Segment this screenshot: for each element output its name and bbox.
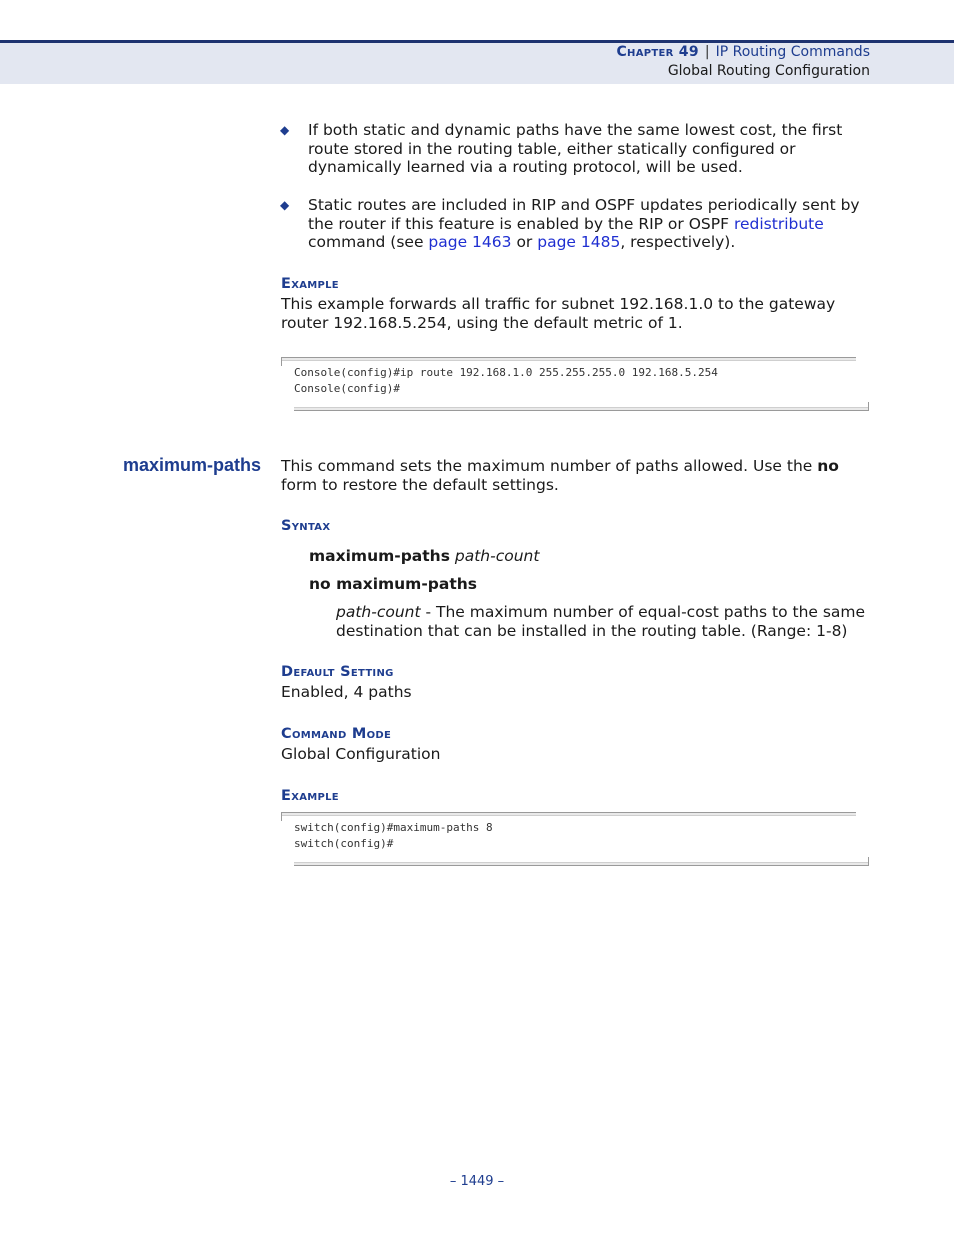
- bullet-text-part: command (see: [308, 233, 429, 252]
- code-bottom-notch: [866, 402, 869, 411]
- code-block: [281, 357, 869, 411]
- page-1485-link[interactable]: page 1485: [537, 233, 621, 252]
- code-top-rule: [281, 812, 856, 816]
- default-setting-heading: Default Setting: [281, 664, 394, 680]
- desc-text: form to restore the default settings.: [281, 475, 559, 494]
- syntax-heading: Syntax: [281, 518, 331, 534]
- code-line: switch(config)#: [294, 837, 394, 850]
- command-mode-value: Global Configuration: [281, 745, 441, 763]
- syntax-argument: path-count: [454, 547, 540, 565]
- example-heading: Example: [281, 788, 339, 804]
- bullet-text-part: or: [511, 233, 538, 252]
- bullet-item: If both static and dynamic paths have the same lowest cost, the first route stored in the routing table, either statically configured or dynamically learned via a routing protocol, will be used.: [308, 121, 843, 177]
- chapter-label: Chapter 49: [616, 44, 699, 60]
- syntax-line: [309, 547, 539, 566]
- chapter-header: [616, 44, 870, 60]
- code-bottom-rule: [294, 862, 869, 866]
- code-bottom-notch: [866, 857, 869, 866]
- bullet-text-part: , respectively).: [620, 233, 736, 252]
- section-title: Global Routing Configuration: [667, 63, 870, 79]
- desc-bold-no: no: [817, 457, 839, 475]
- code-line: Console(config)#ip route 192.168.1.0 255.255.255.0 192.168.5.254: [294, 366, 718, 379]
- code-line: Console(config)#: [294, 382, 400, 395]
- code-line: switch(config)#maximum-paths 8: [294, 821, 493, 834]
- code-top-notch: [281, 357, 284, 366]
- code-top-notch: [281, 812, 284, 821]
- example-description: This example forwards all traffic for subnet 192.168.1.0 to the gateway router 192.168.5.254, using the default metric of 1.: [281, 295, 836, 332]
- parameter-name: path-count: [336, 603, 421, 621]
- command-description: [281, 457, 871, 494]
- code-block: [281, 812, 869, 866]
- code-top-rule: [281, 357, 856, 361]
- parameter-description: [336, 603, 876, 640]
- desc-text: This command sets the maximum number of paths allowed. Use the: [281, 457, 818, 475]
- page-1463-link[interactable]: page 1463: [428, 233, 512, 252]
- syntax-no-line: no maximum-paths: [309, 575, 477, 593]
- chapter-title: IP Routing Commands: [715, 44, 870, 60]
- command-heading: maximum-paths: [123, 455, 262, 475]
- example-heading: Example: [281, 276, 339, 292]
- parameter-text: - The maximum number of equal-cost paths to the same destination that can be installed in the routing table. (Range: 1-8): [336, 603, 866, 640]
- code-bottom-rule: [294, 407, 869, 411]
- bullet-item: [308, 196, 878, 252]
- syntax-command: maximum-paths: [309, 547, 450, 565]
- page-number: – 1449 –: [449, 1174, 505, 1189]
- bullet-diamond-icon: ◆: [280, 198, 290, 212]
- bullet-diamond-icon: ◆: [280, 123, 290, 137]
- default-setting-value: Enabled, 4 paths: [281, 683, 412, 701]
- header-separator: |: [704, 44, 710, 60]
- redistribute-link[interactable]: redistribute: [733, 214, 824, 233]
- command-mode-heading: Command Mode: [281, 726, 392, 742]
- bullet-text-part: Static routes are included in RIP and OSPF updates periodically sent by the router if this feature is enabled by the RIP or OSPF: [308, 196, 860, 233]
